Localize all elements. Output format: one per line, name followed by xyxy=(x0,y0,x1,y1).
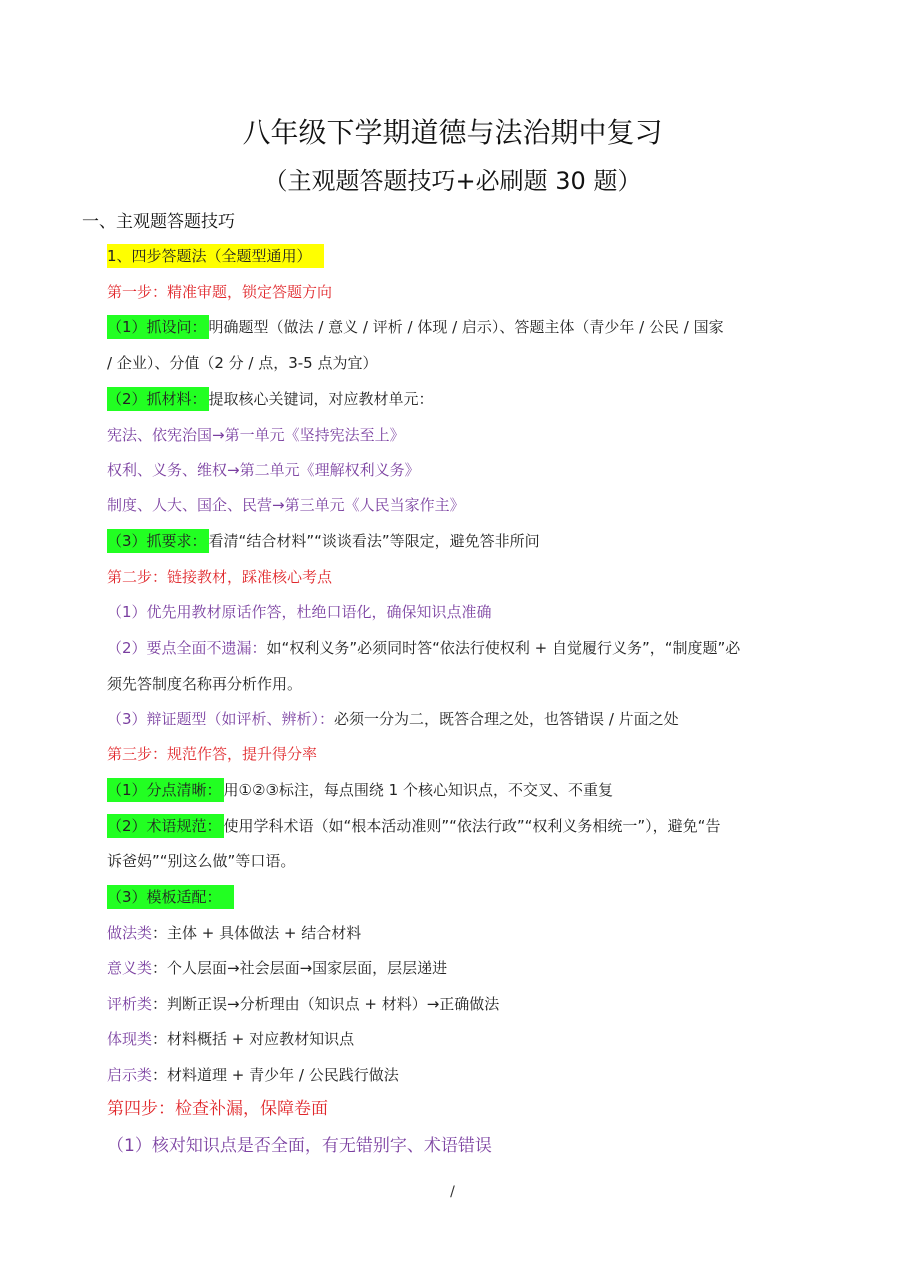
step3-item1 xyxy=(107,779,613,801)
step4-heading: 第四步：检查补漏，保障卷面 xyxy=(107,1099,328,1119)
step1-item1-text: 明确题型（做法 / 意义 / 评析 / 体现 / 启示）、答题主体（青少年 / 公民 / 国家 xyxy=(208,318,724,336)
method-heading xyxy=(107,245,324,267)
unit-mapping-1: 宪法、依宪治国→第一单元《坚持宪法至上》 xyxy=(107,426,405,444)
step3-heading: 第三步：规范作答，提升得分率 xyxy=(107,745,318,763)
step2-item2 xyxy=(107,637,740,659)
step1-item3 xyxy=(107,530,540,552)
step2-item2-cont: 须先答制度名称再分析作用。 xyxy=(107,675,303,693)
unit-mapping-3: 制度、人大、国企、民营→第三单元《人民当家作主》 xyxy=(107,496,465,514)
step3-item2-cont: 诉爸妈”“别这么做”等口语。 xyxy=(107,852,296,870)
template-row xyxy=(107,1028,354,1050)
step2-item3-label: （3）辩证题型（如评析、辨析）： xyxy=(107,710,335,728)
template-text: ：材料概括 + 对应教材知识点 xyxy=(152,1030,355,1048)
step4-item1: （1）核对知识点是否全面，有无错别字、术语错误 xyxy=(107,1136,492,1156)
step2-item3-text: 必须一分为二，既答合理之处，也答错误 / 片面之处 xyxy=(334,710,679,728)
template-row xyxy=(107,993,499,1015)
step2-item3 xyxy=(107,708,679,730)
template-text: ：判断正误→分析理由（知识点 + 材料）→正确做法 xyxy=(152,995,500,1013)
page-footer: / xyxy=(450,1184,455,1200)
template-type: 启示类 xyxy=(107,1066,153,1084)
page-subtitle: （主观题答题技巧+必刷题 30 题） xyxy=(263,167,642,195)
template-text: ：个人层面→社会层面→国家层面，层层递进 xyxy=(152,959,448,977)
step2-item2-label: （2）要点全面不遗漏： xyxy=(107,639,267,657)
template-type: 评析类 xyxy=(107,995,153,1013)
template-text: ：主体 + 具体做法 + 结合材料 xyxy=(152,924,362,942)
step3-item3 xyxy=(107,886,234,908)
template-row xyxy=(107,957,447,979)
step1-item1-label: （1）抓设问： xyxy=(107,315,209,339)
section-heading: 一、主观题答题技巧 xyxy=(82,212,235,232)
step1-item2 xyxy=(107,388,434,410)
step1-item3-label: （3）抓要求： xyxy=(107,529,209,553)
step3-item1-text: 用①②③标注，每点围绕 1 个核心知识点，不交叉、不重复 xyxy=(223,781,613,799)
page-title: 八年级下学期道德与法治期中复习 xyxy=(242,116,663,149)
step1-item2-text: 提取核心关键词，对应教材单元： xyxy=(208,390,434,408)
step3-item2-text: 使用学科术语（如“根本活动准则”“依法行政”“权利义务相统一”），避免“告 xyxy=(223,817,721,835)
step3-item1-label: （1）分点清晰： xyxy=(107,778,224,802)
method-label: 1、四步答题法（全题型通用） xyxy=(107,244,324,268)
step1-item3-text: 看清“结合材料”“谈谈看法”等限定，避免答非所问 xyxy=(208,532,540,550)
step2-item1: （1）优先用教材原话作答，杜绝口语化，确保知识点准确 xyxy=(107,603,492,621)
step1-heading: 第一步：精准审题，锁定答题方向 xyxy=(107,283,333,301)
step2-item2-text: 如“权利义务”必须同时答“依法行使权利 + 自觉履行义务”，“制度题”必 xyxy=(266,639,741,657)
template-row xyxy=(107,922,361,944)
step3-item2 xyxy=(107,815,720,837)
unit-mapping-2: 权利、义务、维权→第二单元《理解权利义务》 xyxy=(107,461,420,479)
template-type: 体现类 xyxy=(107,1030,153,1048)
template-type: 意义类 xyxy=(107,959,153,977)
step3-item3-label: （3）模板适配： xyxy=(107,885,234,909)
template-text: ：材料道理 + 青少年 / 公民践行做法 xyxy=(152,1066,399,1084)
step1-item1 xyxy=(107,316,724,338)
template-type: 做法类 xyxy=(107,924,153,942)
step1-item2-label: （2）抓材料： xyxy=(107,387,209,411)
step2-heading: 第二步：链接教材，踩准核心考点 xyxy=(107,568,333,586)
template-row xyxy=(107,1064,399,1086)
step1-item1-cont: / 企业）、分值（2 分 / 点，3-5 点为宜） xyxy=(107,354,378,372)
step3-item2-label: （2）术语规范： xyxy=(107,814,224,838)
